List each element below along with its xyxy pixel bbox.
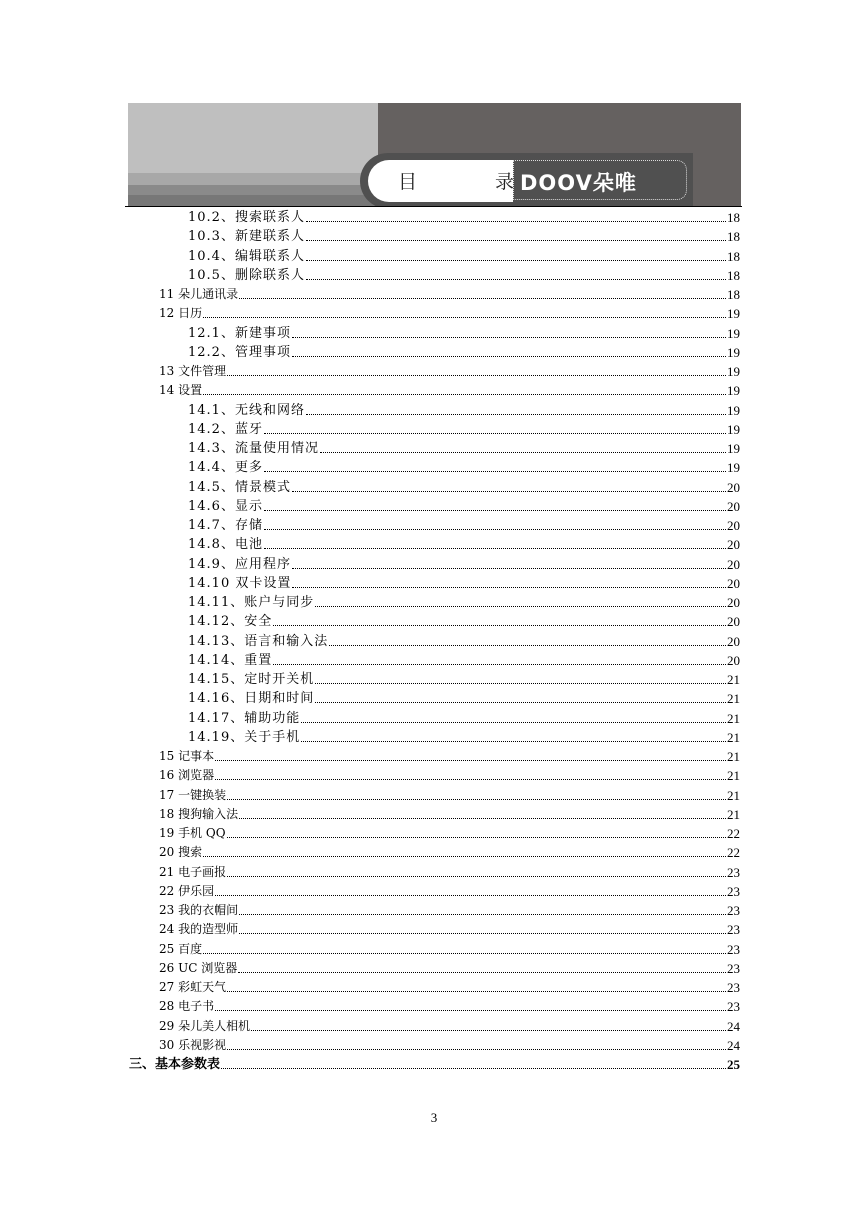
toc-entry-label: 14.11、账户与同步 bbox=[188, 595, 315, 610]
toc-entry-page: 20 bbox=[727, 518, 740, 533]
toc-entry[interactable] bbox=[188, 689, 740, 708]
toc-entry-label: 14.5、情景模式 bbox=[188, 479, 291, 495]
toc-entry-label: 10.3、新建联系人 bbox=[188, 229, 305, 245]
toc-entry[interactable] bbox=[188, 343, 740, 362]
page-header-banner bbox=[128, 103, 741, 206]
toc-entry-page: 21 bbox=[727, 768, 740, 784]
toc-entry[interactable] bbox=[159, 824, 740, 843]
toc-entry-label: 14.1、无线和网络 bbox=[188, 402, 305, 418]
toc-dot-leader bbox=[227, 1049, 726, 1050]
toc-dot-leader bbox=[203, 317, 726, 318]
toc-dot-leader bbox=[215, 779, 726, 780]
toc-entry-label: 14.13、语言和输入法 bbox=[188, 633, 329, 649]
toc-dot-leader bbox=[264, 510, 726, 511]
toc-dot-leader bbox=[215, 760, 726, 761]
header-stripe bbox=[128, 195, 378, 206]
toc-entry[interactable] bbox=[188, 612, 740, 631]
toc-dot-leader bbox=[273, 625, 726, 626]
toc-dot-leader bbox=[264, 433, 726, 434]
toc-dot-leader bbox=[315, 702, 726, 703]
toc-dot-leader bbox=[306, 260, 726, 261]
toc-dot-leader bbox=[264, 548, 726, 549]
toc-entry-page: 23 bbox=[727, 883, 740, 899]
toc-entry[interactable] bbox=[159, 1036, 740, 1055]
toc-entry-page: 19 bbox=[727, 421, 740, 437]
toc-dot-leader bbox=[292, 568, 726, 569]
toc-entry[interactable] bbox=[159, 381, 740, 400]
toc-entry-page: 18 bbox=[727, 229, 740, 245]
toc-entry[interactable] bbox=[188, 555, 740, 574]
toc-entry-page: 21 bbox=[727, 787, 740, 803]
toc-entry[interactable] bbox=[188, 208, 740, 227]
toc-dot-leader bbox=[320, 452, 726, 453]
toc-entry-page: 19 bbox=[727, 460, 740, 476]
toc-entry-label: 14.4、更多 bbox=[188, 460, 263, 476]
toc-entry-page: 25 bbox=[727, 1057, 740, 1072]
toc-dot-leader bbox=[306, 414, 726, 415]
toc-entry-label: 10.2、搜索联系人 bbox=[188, 210, 305, 225]
toc-dot-leader bbox=[315, 606, 726, 607]
header-stripe bbox=[128, 173, 378, 185]
toc-entry-label: 19 手机 QQ bbox=[159, 826, 226, 840]
toc-entry-page: 23 bbox=[727, 922, 740, 938]
toc-entry-page: 21 bbox=[727, 710, 740, 726]
toc-entry[interactable] bbox=[188, 458, 740, 477]
toc-entry-page: 18 bbox=[727, 287, 740, 302]
toc-entry-label: 21 电子画报 bbox=[159, 864, 227, 879]
toc-entry[interactable] bbox=[188, 247, 740, 266]
toc-entry-label: 14.8、电池 bbox=[188, 537, 263, 553]
toc-entry[interactable] bbox=[188, 632, 740, 651]
toc-entry[interactable] bbox=[188, 227, 740, 246]
toc-dot-leader bbox=[264, 471, 726, 472]
toc-entry[interactable] bbox=[159, 843, 740, 862]
toc-entry-page: 19 bbox=[727, 344, 740, 360]
toc-entry-label: 14.12、安全 bbox=[188, 614, 273, 630]
toc-entry-label: 11 朵儿通讯录 bbox=[159, 287, 239, 301]
toc-entry-label: 10.4、编辑联系人 bbox=[188, 248, 305, 264]
toc-entry[interactable] bbox=[159, 285, 740, 304]
toc-entry-page: 23 bbox=[727, 999, 740, 1015]
toc-entry[interactable] bbox=[188, 497, 740, 516]
toc-entry-page: 19 bbox=[727, 383, 740, 399]
toc-dot-leader bbox=[239, 933, 726, 934]
toc-dot-leader bbox=[292, 337, 726, 338]
toc-dot-leader bbox=[203, 394, 726, 395]
toc-entry-page: 22 bbox=[727, 845, 740, 861]
toc-entry-page: 21 bbox=[727, 806, 740, 822]
toc-dot-leader bbox=[227, 837, 726, 838]
toc-entry[interactable] bbox=[188, 439, 740, 458]
toc-entry-label: 14 设置 bbox=[159, 383, 203, 398]
toc-entry[interactable] bbox=[188, 709, 740, 728]
toc-dot-leader bbox=[227, 876, 726, 877]
toc-entry-page: 20 bbox=[727, 575, 740, 591]
toc-dot-leader bbox=[292, 587, 726, 588]
toc-entry-label: 29 朵儿美人相机 bbox=[159, 1018, 251, 1033]
toc-entry-page: 21 bbox=[727, 729, 740, 745]
toc-dot-leader bbox=[301, 722, 726, 723]
toc-entry[interactable] bbox=[159, 766, 740, 785]
toc-entry-label: 17 一键换装 bbox=[159, 787, 227, 802]
toc-entry-label: 14.6、显示 bbox=[188, 498, 263, 514]
toc-entry-label: 14.15、定时开关机 bbox=[188, 672, 315, 687]
toc-entry[interactable] bbox=[159, 959, 740, 978]
toc-entry[interactable] bbox=[159, 1017, 740, 1036]
toc-entry-label: 14.7、存储 bbox=[188, 518, 263, 533]
toc-entry-label: 23 我的衣帽间 bbox=[159, 903, 239, 917]
toc-dot-leader bbox=[239, 818, 726, 819]
toc-entry[interactable] bbox=[188, 324, 740, 343]
toc-entry-page: 20 bbox=[727, 537, 740, 553]
toc-entry-label: 13 文件管理 bbox=[159, 364, 227, 378]
toc-entry-label: 14.2、蓝牙 bbox=[188, 421, 263, 437]
toc-entry-page: 19 bbox=[727, 325, 740, 341]
toc-entry-label: 12.2、管理事项 bbox=[188, 344, 291, 360]
toc-dot-leader bbox=[203, 856, 726, 857]
toc-dot-leader bbox=[203, 953, 726, 954]
toc-entry-label: 12.1、新建事项 bbox=[188, 325, 291, 341]
toc-entry[interactable] bbox=[188, 593, 740, 612]
toc-entry-page: 22 bbox=[727, 826, 740, 841]
toc-entry[interactable] bbox=[188, 266, 740, 285]
toc-entry-label: 14.3、流量使用情况 bbox=[188, 441, 319, 456]
toc-entry-page: 18 bbox=[727, 210, 740, 225]
toc-entry-page: 20 bbox=[727, 479, 740, 495]
toc-entry-label: 14.16、日期和时间 bbox=[188, 691, 315, 707]
toc-dot-leader bbox=[306, 221, 726, 222]
toc-dot-leader bbox=[264, 529, 726, 530]
toc-entry-page: 20 bbox=[727, 652, 740, 668]
toc-dot-leader bbox=[292, 491, 726, 492]
toc-entry[interactable] bbox=[159, 786, 740, 805]
toc-entry[interactable] bbox=[159, 940, 740, 959]
toc-entry-page: 18 bbox=[727, 267, 740, 283]
toc-entry-page: 23 bbox=[727, 864, 740, 880]
toc-entry-page: 20 bbox=[727, 498, 740, 514]
toc-entry[interactable] bbox=[159, 978, 740, 997]
toc-entry-label: 18 搜狗输入法 bbox=[159, 806, 239, 821]
toc-entry[interactable] bbox=[159, 882, 740, 901]
toc-entry[interactable] bbox=[188, 420, 740, 439]
toc-entry-label: 20 搜索 bbox=[159, 845, 203, 860]
toc-entry-label: 14.19、关于手机 bbox=[188, 729, 301, 745]
toc-entry-page: 19 bbox=[727, 306, 740, 322]
toc-entry-label: 14.10 双卡设置 bbox=[188, 575, 292, 591]
toc-entry-page: 23 bbox=[727, 941, 740, 957]
toc-entry-page: 23 bbox=[727, 903, 740, 918]
toc-entry-label: 30 乐视影视 bbox=[159, 1037, 227, 1052]
toc-entry-page: 20 bbox=[727, 595, 740, 610]
toc-dot-leader bbox=[301, 741, 726, 742]
toc-entry-page: 19 bbox=[727, 402, 740, 418]
toc-entry-page: 24 bbox=[727, 1037, 740, 1053]
toc-dot-leader bbox=[251, 1030, 726, 1031]
toc-entry-page: 21 bbox=[727, 749, 740, 764]
toc-dot-leader bbox=[215, 1010, 726, 1011]
toc-dot-leader bbox=[329, 645, 726, 646]
toc-entry-page: 19 bbox=[727, 441, 740, 456]
toc-entry[interactable] bbox=[188, 516, 740, 535]
toc-entry[interactable] bbox=[159, 747, 740, 766]
toc-entry-label: 25 百度 bbox=[159, 941, 203, 956]
toc-entry-label: 22 伊乐园 bbox=[159, 883, 215, 898]
toc-entry-page: 23 bbox=[727, 960, 740, 976]
toc-entry-label: 27 彩虹天气 bbox=[159, 980, 227, 994]
toc-dot-leader bbox=[239, 914, 726, 915]
header-stripe bbox=[128, 185, 378, 195]
toc-entry[interactable] bbox=[188, 651, 740, 670]
page-number: 3 bbox=[430, 1110, 438, 1125]
toc-entry[interactable] bbox=[188, 478, 740, 497]
header-rule bbox=[125, 206, 742, 207]
toc-dot-leader bbox=[215, 895, 726, 896]
toc-dot-leader bbox=[227, 799, 726, 800]
toc-entry-page: 20 bbox=[727, 633, 740, 649]
toc-entry[interactable] bbox=[159, 997, 740, 1016]
toc-dot-leader bbox=[306, 279, 726, 280]
toc-entry-label: 26 UC 浏览器 bbox=[159, 960, 238, 975]
toc-dot-leader bbox=[238, 972, 726, 973]
toc-entry[interactable] bbox=[159, 920, 740, 939]
toc-entry[interactable] bbox=[188, 670, 740, 689]
toc-entry-label: 14.9、应用程序 bbox=[188, 556, 291, 572]
toc-entry-page: 20 bbox=[727, 556, 740, 572]
toc-dot-leader bbox=[315, 683, 726, 684]
toc-entry[interactable] bbox=[159, 901, 740, 920]
toc-dot-leader bbox=[239, 298, 726, 299]
toc-entry-label: 14.17、辅助功能 bbox=[188, 710, 301, 726]
toc-entry[interactable] bbox=[159, 863, 740, 882]
toc-entry[interactable] bbox=[188, 728, 740, 747]
toc-entry-label: 14.14、重置 bbox=[188, 652, 273, 668]
toc-dot-leader bbox=[227, 375, 726, 376]
toc-entry[interactable] bbox=[159, 362, 740, 381]
toc-entry[interactable] bbox=[129, 1055, 740, 1074]
toc-dot-leader bbox=[306, 240, 726, 241]
toc-dot-leader bbox=[292, 356, 726, 357]
toc-entry[interactable] bbox=[159, 304, 740, 323]
toc-entry-label: 12 日历 bbox=[159, 306, 203, 321]
toc-entry-page: 20 bbox=[727, 614, 740, 630]
toc-entry-page: 21 bbox=[727, 691, 740, 707]
toc-entry[interactable] bbox=[188, 574, 740, 593]
toc-entry-label: 15 记事本 bbox=[159, 749, 215, 763]
page-title: 目 录 bbox=[398, 171, 551, 193]
toc-entry[interactable] bbox=[188, 401, 740, 420]
toc-entry-page: 24 bbox=[727, 1018, 740, 1034]
toc-entry[interactable] bbox=[188, 535, 740, 554]
toc-dot-leader bbox=[227, 991, 726, 992]
toc-entry-page: 21 bbox=[727, 672, 740, 687]
brand-logo: DOOV朵唯 bbox=[520, 171, 637, 195]
toc-entry[interactable] bbox=[159, 805, 740, 824]
toc-entry-page: 19 bbox=[727, 364, 740, 379]
toc-entry-label: 16 浏览器 bbox=[159, 768, 215, 783]
toc-entry-label: 10.5、删除联系人 bbox=[188, 267, 305, 283]
toc-entry-label: 三、基本参数表 bbox=[129, 1057, 221, 1072]
toc-entry-label: 24 我的造型师 bbox=[159, 922, 239, 937]
toc-entry-label: 28 电子书 bbox=[159, 999, 215, 1014]
toc-entry-page: 23 bbox=[727, 980, 740, 995]
toc-entry-page: 18 bbox=[727, 248, 740, 264]
toc-dot-leader bbox=[273, 664, 726, 665]
toc-dot-leader bbox=[221, 1068, 726, 1069]
